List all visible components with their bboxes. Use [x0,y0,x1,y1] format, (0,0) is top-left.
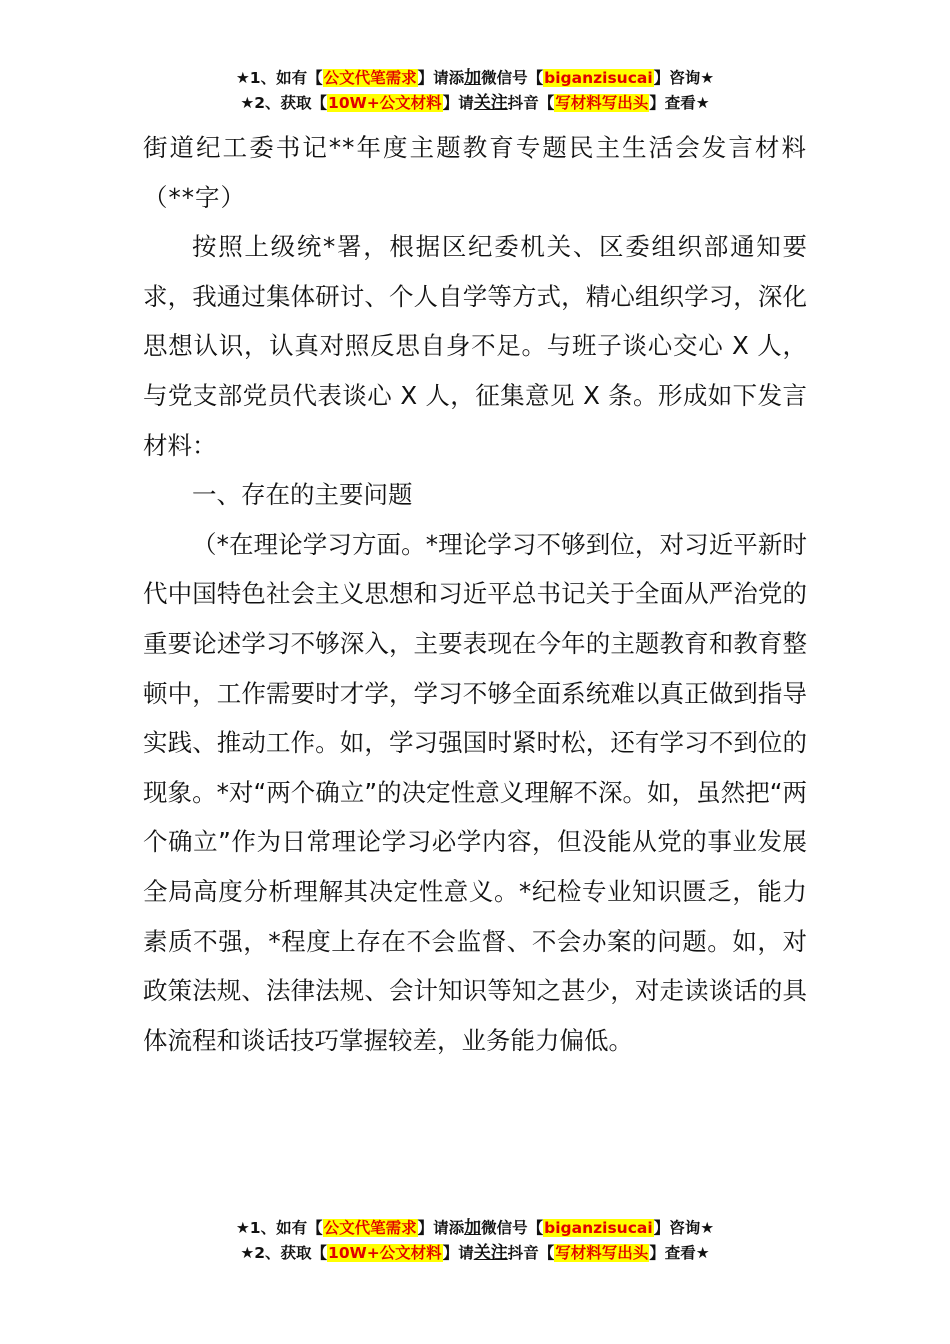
promo-text: 抖音【 [507,94,555,112]
promo-emphasis: 关注 [473,1243,508,1263]
promo-highlight: 公文代笔需求 [323,69,417,87]
promo-line-1 [0,1216,950,1241]
promo-text: 】请添 [417,69,465,87]
promo-text: 】咨询★ [653,69,715,87]
promo-highlight: 10W+公文材料 [328,1244,442,1262]
promo-douyin-account: 写材料写出头 [555,94,649,112]
promo-emphasis: 加 [464,68,482,88]
promo-line-2 [0,91,950,116]
promo-text: 】查看★ [649,1244,710,1262]
promo-emphasis: 关注 [473,93,508,113]
section-heading: 一、存在的主要问题 [192,480,413,510]
promo-douyin-account: 写材料写出头 [555,1244,649,1262]
promo-text: 微信号【 [481,1219,544,1237]
promo-line-2 [0,1241,950,1266]
promo-banner-top [0,66,950,116]
promo-highlight: 公文代笔需求 [323,1219,417,1237]
document-title: 街道纪工委书记**年度主题教育专题民主生活会发言材料（**字） [143,133,807,212]
promo-wechat-id: biganzisucai [544,1219,653,1237]
body-paragraph: （*在理论学习方面。*理论学习不够到位，对习近平新时代中国特色社会主义思想和习近平总书记关于全面从严治党的重要论述学习不够深入，主要表现在今年的主题教育和教育整顿中，工作需要时才学，学习不够全面系统难以真正做到指导实践、推动工作。如，学习强国时紧时松，还有学习不到位的现象。*对“两个确立”的决定性意义理解不深。如，虽然把“两个确立”作为日常理论学习必学内容，但没能从党的事业发展全局高度分析理解其决定性意义。*纪检专业知识匮乏，能力素质不强，*程度上存在不会监督、不会办案的问题。如，对政策法规、法律法规、会计知识等知之甚少，对走读谈话的具体流程和谈话技巧掌握较差，业务能力偏低。 [143,529,807,1055]
promo-wechat-id: biganzisucai [544,69,653,87]
promo-text: 】请 [442,1244,474,1262]
promo-line-1 [0,66,950,91]
promo-text: 】请 [442,94,474,112]
promo-text: 抖音【 [507,1244,555,1262]
promo-text: 】咨询★ [653,1219,715,1237]
promo-text: 微信号【 [481,69,544,87]
promo-banner-bottom [0,1216,950,1266]
document-body [143,123,807,1065]
promo-text: 】请添 [417,1219,465,1237]
promo-emphasis: 加 [464,1218,482,1238]
promo-text: ★1、如有【 [235,1219,323,1237]
promo-text: 】查看★ [649,94,710,112]
promo-text: ★1、如有【 [235,69,323,87]
promo-text: ★2、获取【 [240,1244,328,1262]
promo-text: ★2、获取【 [240,94,328,112]
promo-highlight: 10W+公文材料 [328,94,442,112]
intro-paragraph: 按照上级统*署，根据区纪委机关、区委组织部通知要求，我通过集体研讨、个人自学等方式，精心组织学习，深化思想认识，认真对照反思自身不足。与班子谈心交心 X 人，与党支部党员代表谈心 X 人，征集意见 X 条。形成如下发言材料： [143,232,807,460]
